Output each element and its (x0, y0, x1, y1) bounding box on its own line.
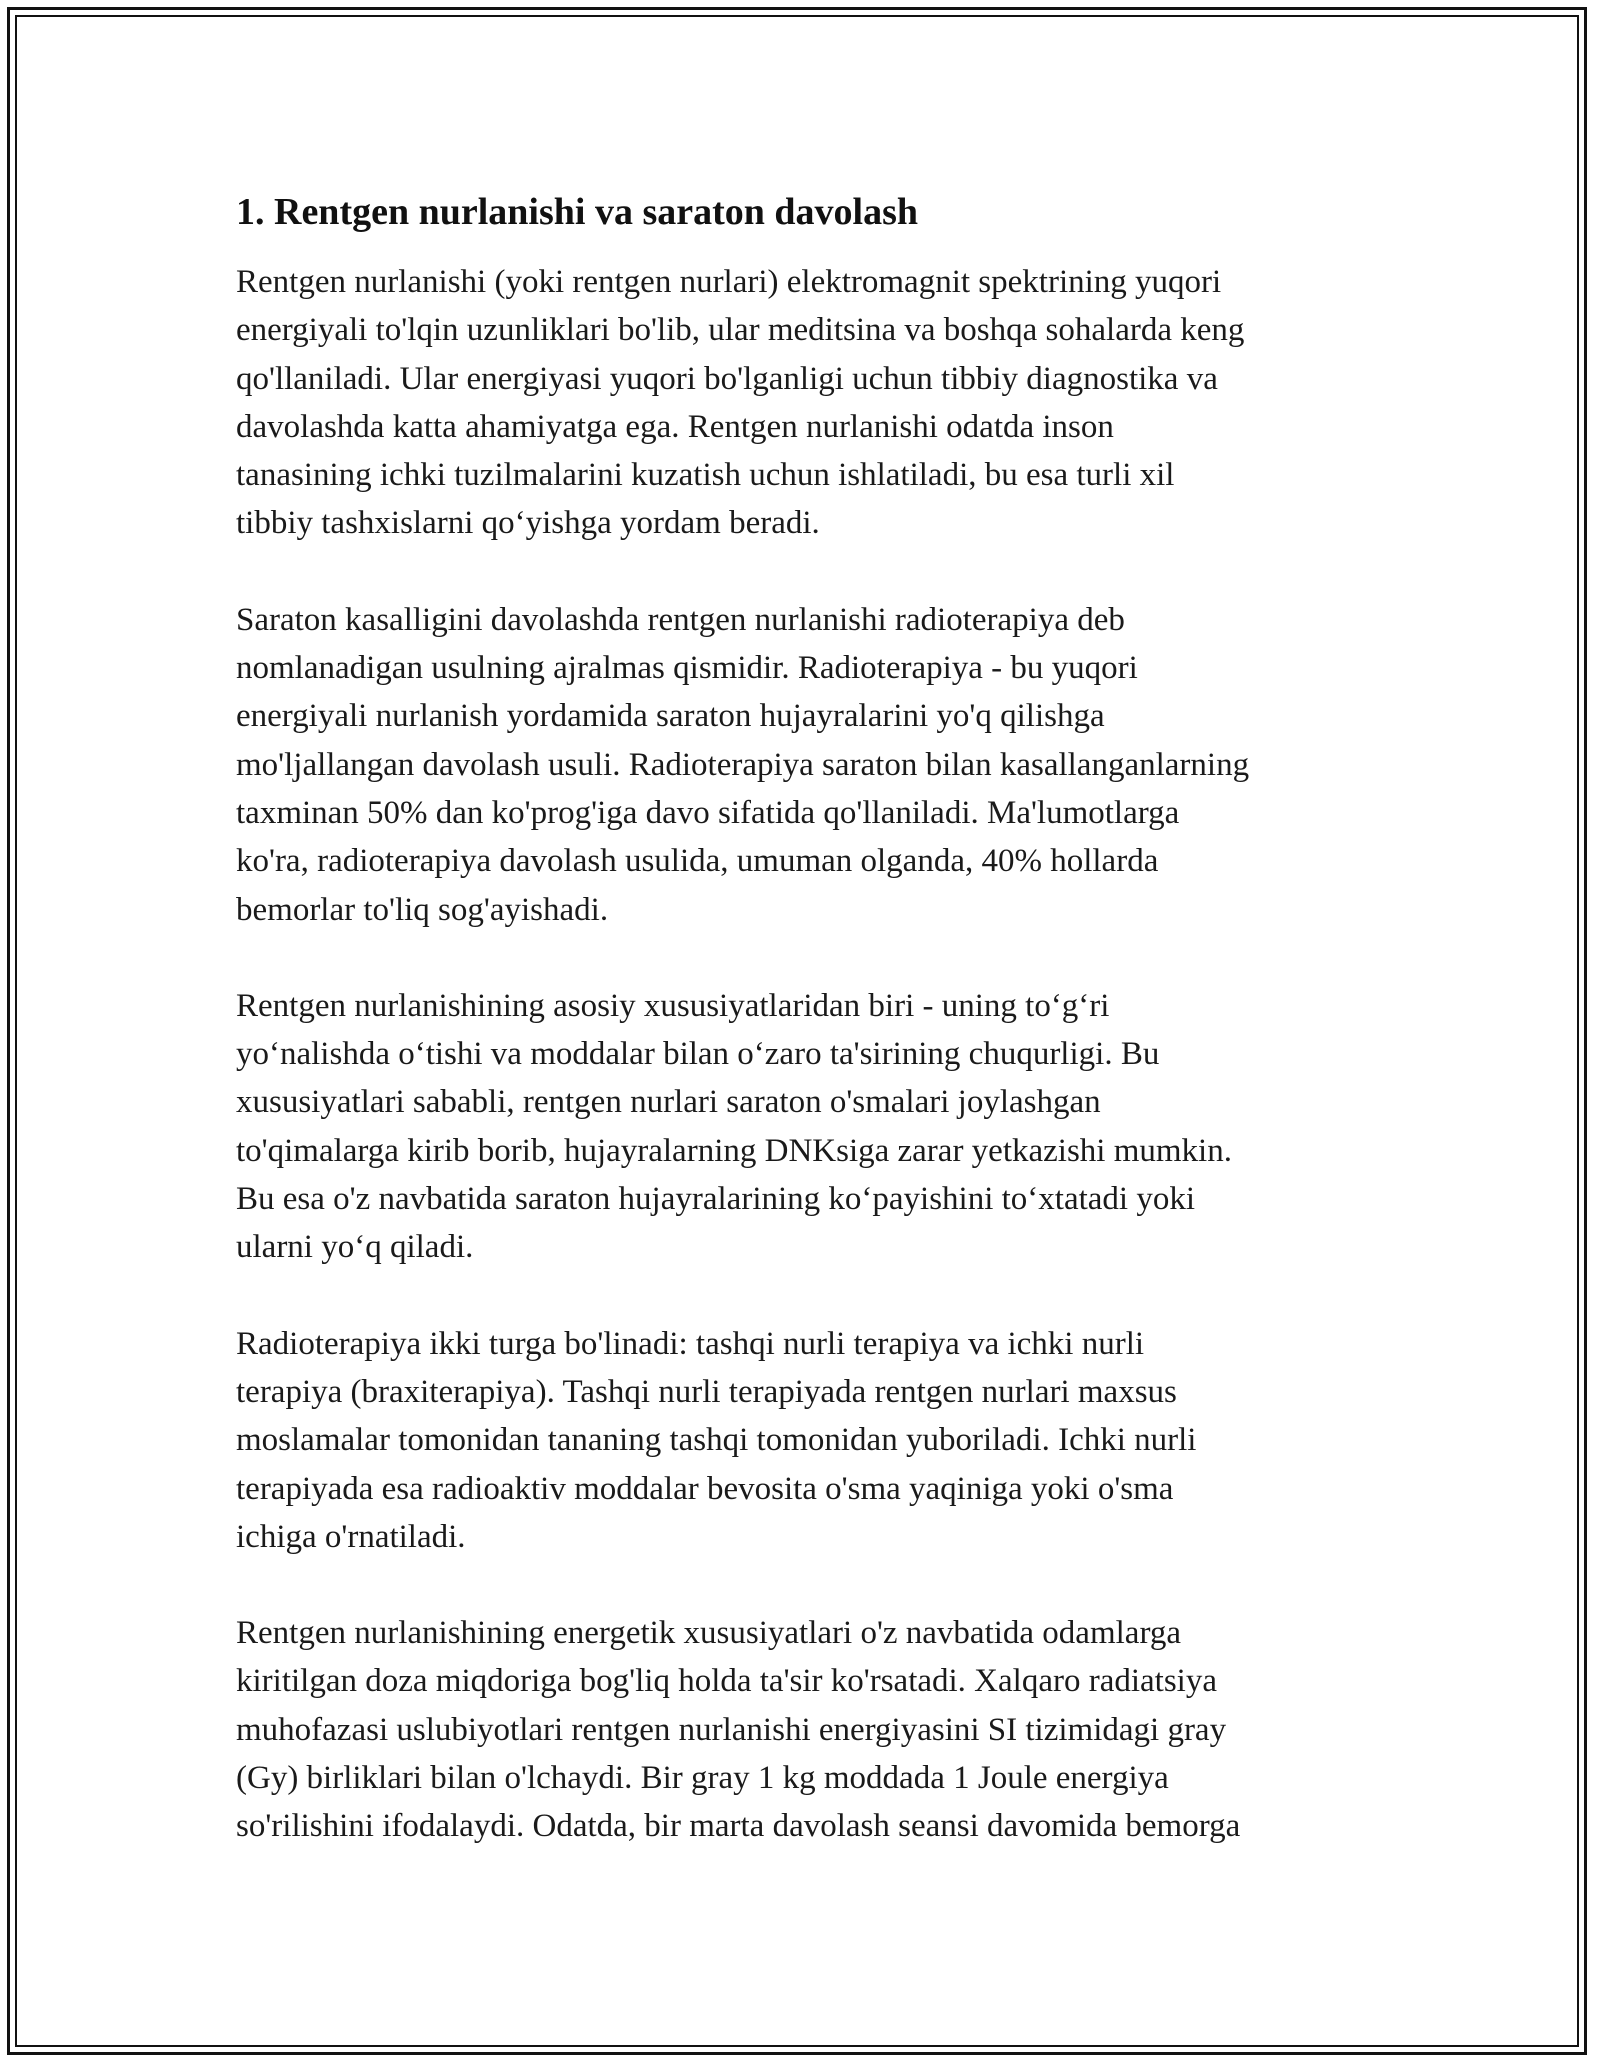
text-line: Radioterapiya ikki turga bo'linadi: tashqi nurli terapiya va ichki nurli (236, 1325, 1145, 1362)
text-line: terapiya (braxiterapiya). Tashqi nurli terapiyada rentgen nurlari maxsus (236, 1373, 1177, 1410)
text-line: so'rilishini ifodalaydi. Odatda, bir marta davolash seansi davomida bemorga (236, 1808, 1241, 1845)
document-body (236, 186, 1366, 1899)
paragraph (236, 982, 1366, 1272)
text-line: ko'ra, radioterapiya davolash usulida, umuman olganda, 40% hollarda (236, 843, 1159, 880)
text-line: nomlanadigan usulning ajralmas qismidir. Radioterapiya - bu yuqori (236, 650, 1138, 687)
text-line: tibbiy tashxislarni qo‘yishga yordam beradi. (236, 505, 820, 542)
text-line: Rentgen nurlanishi (yoki rentgen nurlari) elektromagnit spektrining yuqori (236, 264, 1222, 300)
text-line: tanasining ichki tuzilmalarini kuzatish uchun ishlatiladi, bu esa turli xil (236, 457, 1175, 494)
text-line: qo'llaniladi. Ular energiyasi yuqori bo'lganligi uchun tibbiy diagnostika va (236, 360, 1218, 397)
text-line: ularni yo‘q qiladi. (236, 1229, 474, 1266)
text-line: taxminan 50% dan ko'prog'iga davo sifatida qo'llaniladi. Ma'lumotlarga (236, 794, 1180, 831)
text-line: davolashda katta ahamiyatga ega. Rentgen nurlanishi odatda inson (236, 408, 1114, 445)
text-line: kiritilgan doza miqdoriga bog'liq holda ta'sir ko'rsatadi. Xalqaro radiatsiya (236, 1663, 1217, 1700)
text-line: to'qimalarga kirib borib, hujayralarning DNKsiga zarar yetkazishi mumkin. (236, 1132, 1232, 1169)
section-title: 1. Rentgen nurlanishi va saraton davolash (236, 191, 919, 233)
text-line: terapiyada esa radioaktiv moddalar bevosita o'sma yaqiniga yoki o'sma (236, 1470, 1174, 1507)
text-line: bemorlar to'liq sog'ayishadi. (236, 891, 609, 928)
text-line: Bu esa o'z navbatida saraton hujayralarining ko‘payishini to‘xtatadi yoki (236, 1181, 1196, 1218)
text-line: Rentgen nurlanishining energetik xususiyatlari o'z navbatida odamlarga (236, 1615, 1181, 1652)
text-line: energiyali nurlanish yordamida saraton hujayralarini yo'q qilishga (236, 698, 1105, 735)
text-line: ichiga o'rnatiladi. (236, 1518, 466, 1555)
text-line: Rentgen nurlanishining asosiy xususiyatlaridan biri - uning to‘g‘ri (236, 987, 1110, 1024)
text-line: energiyali to'lqin uzunliklari bo'lib, ular meditsina va boshqa sohalarda keng (236, 312, 1245, 349)
text-line: (Gy) birliklari bilan o'lchaydi. Bir gray 1 kg moddada 1 Joule energiya (236, 1760, 1169, 1797)
text-line: moslamalar tomonidan tananing tashqi tomonidan yuboriladi. Ichki nurli (236, 1422, 1197, 1459)
paragraph-list (236, 258, 1366, 1851)
text-line: xususiyatlari sababli, rentgen nurlari saraton o'smalari joylashgan (236, 1084, 1101, 1121)
paragraph (236, 1609, 1366, 1850)
text-line: yo‘nalishda o‘tishi va moddalar bilan o‘zaro ta'sirining chuqurligi. Bu (236, 1036, 1160, 1073)
text-line: mo'ljallangan davolash usuli. Radioterapiya saraton bilan kasallanganlarning (236, 746, 1250, 783)
paragraph (236, 258, 1366, 548)
paragraph (236, 1320, 1366, 1561)
text-line: Saraton kasalligini davolashda rentgen nurlanishi radioterapiya deb (236, 601, 1125, 638)
paragraph (236, 596, 1366, 934)
text-line: muhofazasi uslubiyotlari rentgen nurlanishi energiyasini SI tizimidagi gray (236, 1711, 1227, 1748)
